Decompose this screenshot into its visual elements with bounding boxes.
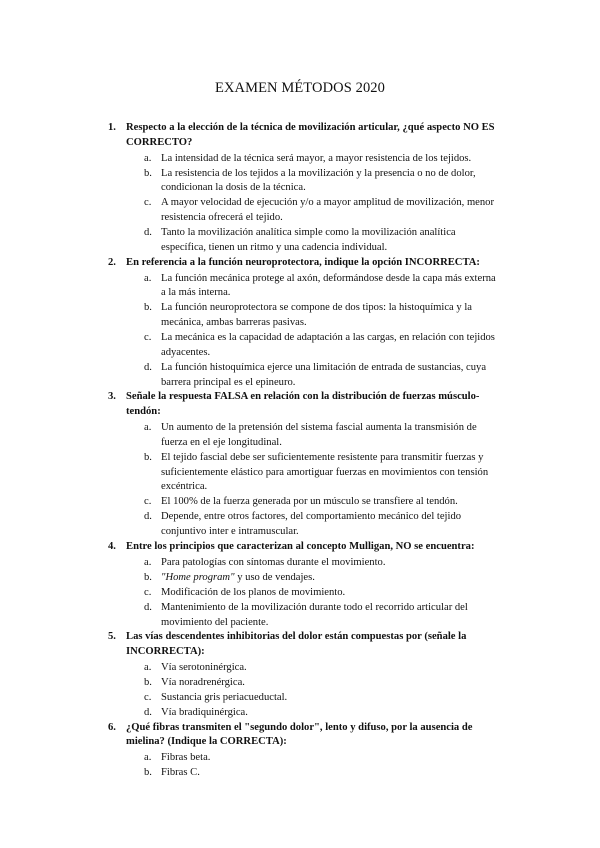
option-letter: b. <box>144 676 152 688</box>
question-number: 1. <box>108 122 116 133</box>
option-letter: b. <box>144 451 152 463</box>
option-list <box>108 556 498 631</box>
option-text-rest: y uso de vendajes. <box>234 571 315 583</box>
option-list <box>108 152 498 256</box>
option-a <box>126 272 498 302</box>
question-text: ¿Qué fibras transmiten el "segundo dolor", lento y difuso, por la ausencia de mielina? (Indique la CORRECTA): <box>126 721 473 748</box>
option-text: Vía serotoninérgica. <box>161 661 247 673</box>
option-letter: d. <box>144 601 152 613</box>
option-b <box>126 571 498 586</box>
option-letter: c. <box>144 586 152 598</box>
option-letter: a. <box>144 556 152 568</box>
option-b <box>126 676 498 691</box>
option-text: Mantenimiento de la movilización durante todo el recorrido articular del movimiento del paciente. <box>161 601 468 628</box>
option-letter: d. <box>144 511 152 523</box>
option-d <box>126 361 498 391</box>
question-number: 3. <box>108 391 116 403</box>
option-letter: a. <box>144 661 152 673</box>
option-a <box>126 751 498 766</box>
option-text: Un aumento de la pretensión del sistema fascial aumenta la transmisión de fuerza en el eje longitudinal. <box>161 422 477 448</box>
option-text: La función neuroprotectora se compone de dos tipos: la histoquímica y la mecánica, ambas barreras pasivas. <box>161 302 472 329</box>
option-b <box>126 301 498 331</box>
option-list <box>108 421 498 540</box>
question-number: 2. <box>108 256 116 268</box>
option-text: Para patologías con síntomas durante el movimiento. <box>161 556 386 568</box>
option-text: A mayor velocidad de ejecución y/o a mayor amplitud de movilización, menor resistencia ofrecerá el tejido. <box>161 197 495 224</box>
page-title: EXAMEN MÉTODOS 2020 <box>215 80 385 96</box>
option-text: El tejido fascial debe ser suficientemente resistente para transmitir fuerzas y suficientemente elástico para amortiguar fuerzas en movimientos con tensión excéntrica. <box>161 451 489 493</box>
question-text: Señale la respuesta FALSA en relación con la distribución de fuerzas músculo-tendón: <box>126 391 480 418</box>
option-text: Tanto la movilización analítica simple como la movilización analítica específica, tienen un ritmo y una cadencia individual. <box>161 227 456 253</box>
question-number: 4. <box>108 541 116 552</box>
option-text: La intensidad de la técnica será mayor, a mayor resistencia de los tejidos. <box>161 152 472 164</box>
option-a <box>126 556 498 571</box>
question-5 <box>108 630 498 720</box>
option-text: Sustancia gris periacueductal. <box>161 691 288 703</box>
option-letter: c. <box>144 197 152 209</box>
option-c <box>126 495 498 510</box>
question-text: Las vías descendentes inhibitorias del dolor están compuestas por (señale la INCORRECTA): <box>126 631 467 658</box>
option-c <box>126 331 498 361</box>
option-a <box>126 661 498 676</box>
option-text <box>161 571 498 586</box>
option-letter: b. <box>144 167 152 179</box>
question-number: 6. <box>108 721 116 733</box>
option-list <box>108 272 498 391</box>
option-c <box>126 691 498 706</box>
option-d <box>126 510 498 540</box>
option-text: La función mecánica protege al axón, deformándose desde la capa más externa a la más interna. <box>161 272 496 299</box>
question-number: 5. <box>108 631 116 643</box>
question-6 <box>108 721 498 781</box>
option-letter: d. <box>144 227 152 239</box>
option-letter: c. <box>144 496 152 508</box>
option-text: El 100% de la fuerza generada por un músculo se transfiere al tendón. <box>161 496 458 508</box>
option-text: La resistencia de los tejidos a la movilización y la presencia o no de dolor, condicionan la dosis de la técnica. <box>161 167 476 194</box>
question-text: Respecto a la elección de la técnica de movilización articular, ¿qué aspecto NO ES CORRECTO? <box>126 122 495 148</box>
option-b <box>126 766 498 781</box>
question-list <box>108 121 498 781</box>
option-letter: a. <box>144 422 152 434</box>
question-3 <box>108 390 498 540</box>
question-1 <box>108 121 498 256</box>
option-text: Fibras beta. <box>161 752 211 764</box>
option-d <box>126 706 498 721</box>
option-b <box>126 167 498 197</box>
option-letter: c. <box>144 332 152 344</box>
option-letter: c. <box>144 691 152 703</box>
option-list <box>108 661 498 721</box>
option-b <box>126 451 498 495</box>
question-text: En referencia a la función neuroprotectora, indique la opción INCORRECTA: <box>126 256 480 268</box>
option-letter: b. <box>144 302 152 314</box>
option-text: Fibras C. <box>161 767 200 779</box>
option-letter: a. <box>144 752 152 764</box>
question-2 <box>108 256 498 391</box>
option-text: Modificación de los planos de movimiento. <box>161 586 346 598</box>
option-c <box>126 196 498 226</box>
option-text: La mecánica es la capacidad de adaptación a las cargas, en relación con tejidos adyacentes. <box>161 332 495 358</box>
option-text: Vía noradrenérgica. <box>161 676 245 688</box>
option-d <box>126 226 498 256</box>
option-d <box>126 601 498 631</box>
option-letter: b. <box>144 571 152 583</box>
option-letter: a. <box>144 272 152 284</box>
question-4 <box>108 540 498 630</box>
option-letter: b. <box>144 767 152 779</box>
option-c <box>126 586 498 601</box>
option-text-italic: "Home program" <box>161 571 235 583</box>
option-letter: a. <box>144 152 152 164</box>
option-text: La función histoquímica ejerce una limitación de entrada de sustancias, cuya barrera principal es el epineuro. <box>161 361 487 388</box>
option-text: Vía bradiquinérgica. <box>161 706 248 718</box>
option-list <box>108 751 498 781</box>
question-text: Entre los principios que caracterizan al concepto Mulligan, NO se encuentra: <box>126 541 475 552</box>
option-letter: d. <box>144 361 152 373</box>
option-a <box>126 152 498 167</box>
option-letter: d. <box>144 706 152 718</box>
option-text: Depende, entre otros factores, del comportamiento mecánico del tejido conjuntivo inter e intramuscular. <box>161 511 462 538</box>
option-a <box>126 421 498 451</box>
